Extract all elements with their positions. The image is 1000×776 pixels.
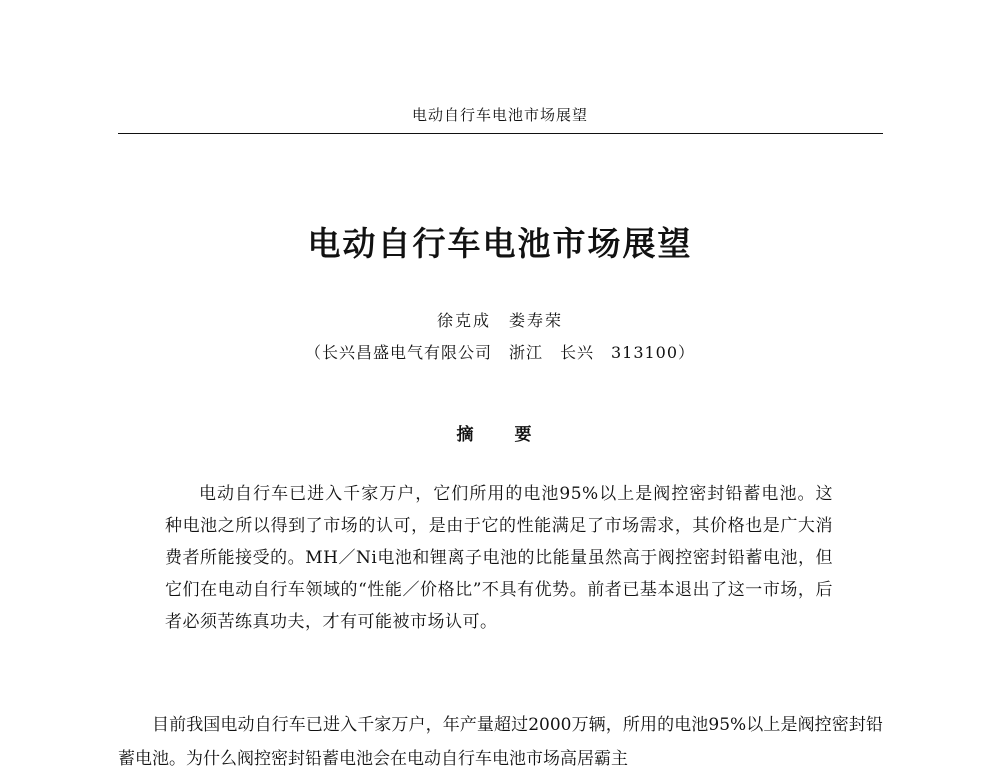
running-header: 电动自行车电池市场展望 bbox=[411, 106, 588, 124]
paper-title: 电动自行车电池市场展望 bbox=[307, 224, 693, 263]
abstract-heading: 摘 要 bbox=[456, 425, 544, 445]
body-paragraph: 目前我国电动自行车已进入千家万户，年产量超过2000万辆，所用的电池95%以上是阀控密封铅蓄电池。为什么阀控密封铅蓄电池会在电动自行车电池市场高居霸主 bbox=[118, 715, 883, 769]
affiliation: （长兴昌盛电气有限公司 浙江 长兴 313100） bbox=[304, 343, 696, 362]
abstract-body: 电动自行车已进入千家万户，它们所用的电池95%以上是阀控密封铅蓄电池。这种电池之所以得到了市场的认可，是由于它的性能满足了市场需求，其价格也是广大消费者所能接受的。MH／Ni电池和锂离子电池的比能量虽然高于阀控密封铅蓄电池，但它们在电动自行车领域的“性能／价格比”不具有优势。前者已基本退出了这一市场，后者必须苦练真功夫，才有可能被市场认可。 bbox=[165, 484, 833, 632]
header-rule bbox=[118, 133, 883, 134]
authors: 徐克成 娄寿荣 bbox=[436, 311, 563, 330]
